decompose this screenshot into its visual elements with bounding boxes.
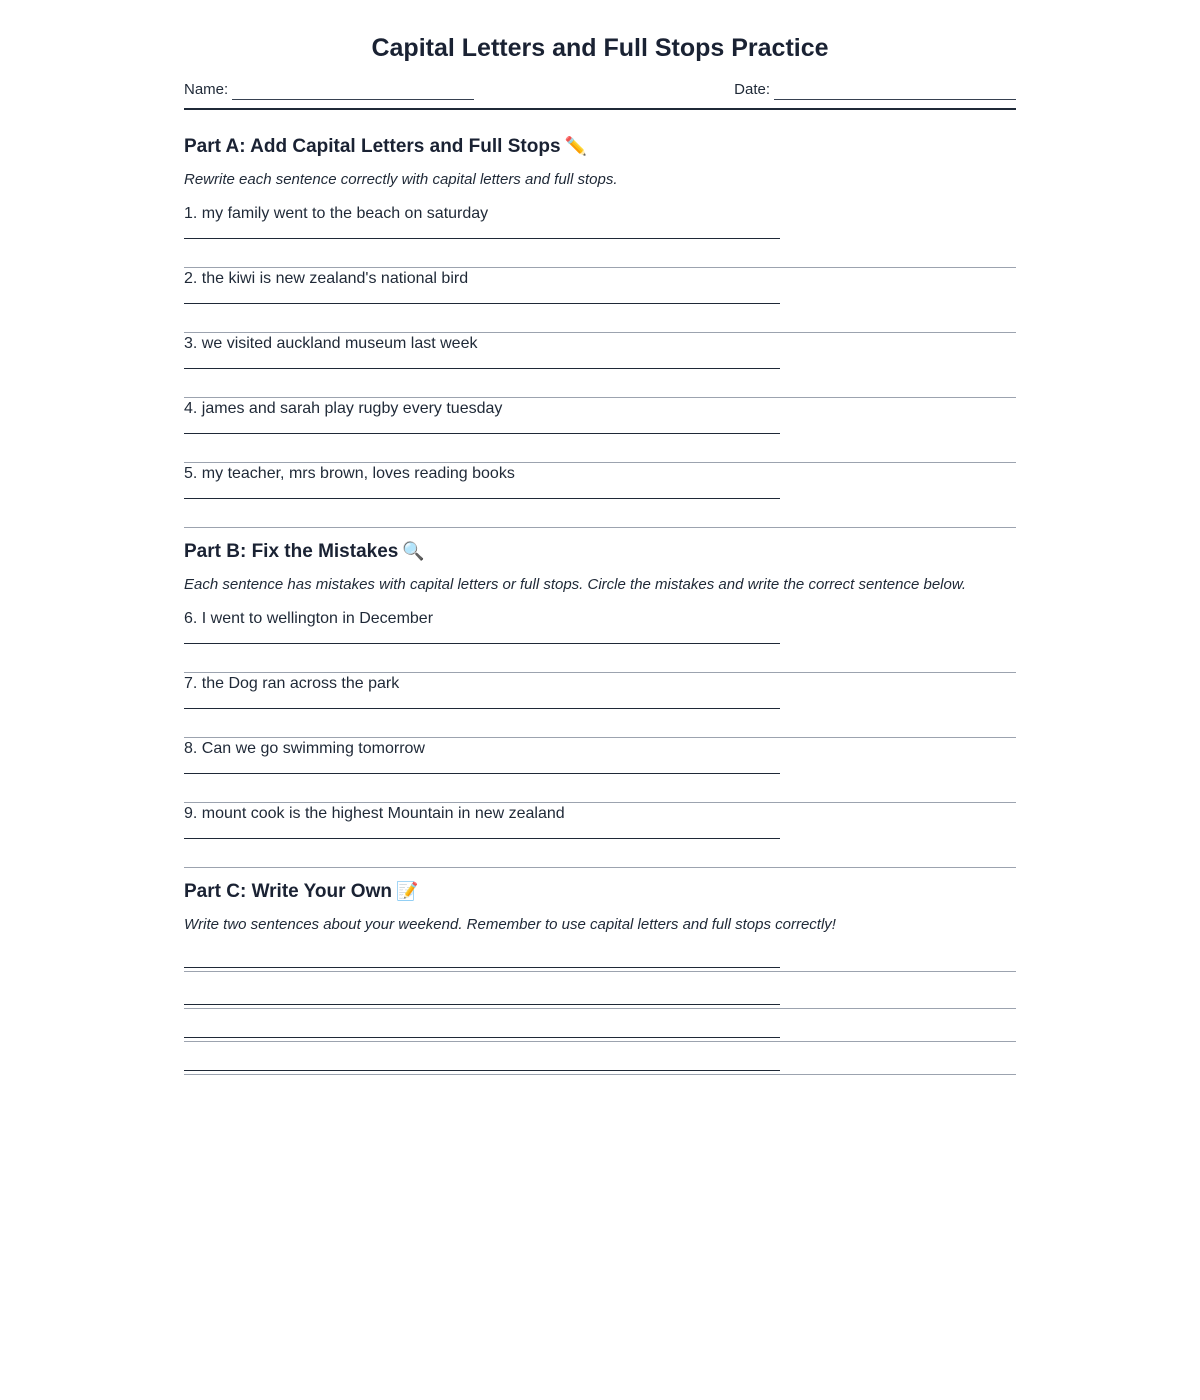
section-b-heading [184,539,425,565]
question-text: 9. mount cook is the highest Mountain in new zealand [184,805,565,822]
section-c-title: Part C: Write Your Own [184,881,392,902]
name-date-row [184,80,1016,110]
answer-line[interactable] [184,708,780,709]
question-item [184,738,1016,803]
date-label: Date: [734,81,770,98]
section-b-title: Part B: Fix the Mistakes [184,541,399,562]
date-blank-line[interactable] [774,83,1016,100]
answer-line[interactable] [184,433,780,434]
answer-line[interactable] [184,238,780,239]
section-b-instructions: Each sentence has mistakes with capital letters or full stops. Circle the mistakes and write the correct sentence below. [184,576,967,593]
pencil-icon: ✏️ [564,136,587,157]
question-item [184,398,1016,463]
answer-line[interactable] [184,838,780,839]
page-title: Capital Letters and Full Stops Practice [371,34,829,62]
question-item [184,203,1016,268]
question-item [184,673,1016,738]
writing-line [184,976,1016,1009]
answer-line[interactable] [184,1037,780,1038]
name-label: Name: [184,81,229,98]
answer-line[interactable] [184,967,780,968]
section-a-heading [184,134,587,160]
answer-line[interactable] [184,303,780,304]
question-text: 1. my family went to the beach on saturday [184,205,489,222]
answer-line[interactable] [184,1004,780,1005]
question-text: 8. Can we go swimming tomorrow [184,740,425,757]
answer-line[interactable] [184,773,780,774]
writing-line [184,1042,1016,1075]
section-c-instructions: Write two sentences about your weekend. Remember to use capital letters and full stops correctly! [184,916,836,933]
writing-line [184,1009,1016,1042]
question-item [184,333,1016,398]
answer-line[interactable] [184,368,780,369]
question-item [184,463,1016,528]
name-blank-line[interactable] [232,83,474,100]
section-a-title: Part A: Add Capital Letters and Full Stops [184,136,561,157]
answer-line[interactable] [184,643,780,644]
question-item [184,803,1016,868]
question-item [184,268,1016,333]
question-text: 4. james and sarah play rugby every tuesday [184,400,503,417]
question-text: 3. we visited auckland museum last week [184,335,478,352]
question-text: 5. my teacher, mrs brown, loves reading books [184,465,515,482]
section-a-instructions: Rewrite each sentence correctly with capital letters and full stops. [184,171,618,188]
writing-line [184,939,1016,972]
question-text: 2. the kiwi is new zealand's national bird [184,270,469,287]
memo-icon: 📝 [395,881,419,902]
name-field [184,80,474,100]
question-text: 7. the Dog ran across the park [184,675,400,692]
section-c-heading [184,879,418,905]
question-item [184,608,1016,673]
date-field [734,80,1016,100]
answer-line[interactable] [184,498,780,499]
answer-line[interactable] [184,1070,780,1071]
magnifying-glass-icon: 🔍 [402,541,425,562]
question-text: 6. I went to wellington in December [184,610,434,627]
